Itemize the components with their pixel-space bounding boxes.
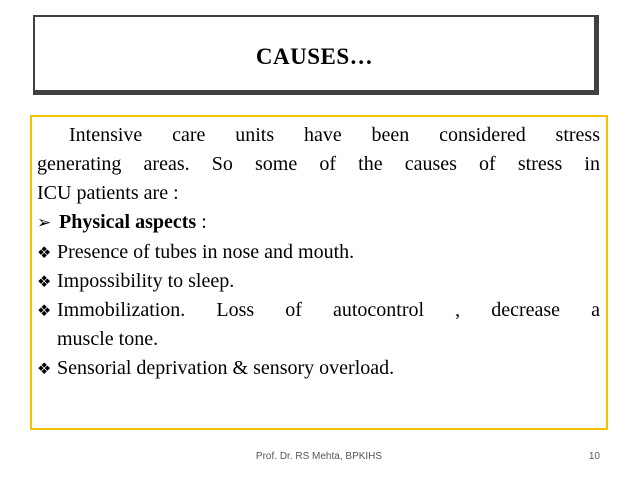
diamond-bullet-icon: ❖ <box>37 272 52 291</box>
diamond-bullet-icon: ❖ <box>37 359 52 378</box>
diamond-bullet-icon: ❖ <box>37 243 52 262</box>
list-item <box>37 296 600 325</box>
slide-title: CAUSES… <box>255 43 374 69</box>
list-item-text: Immobilization. Loss of autocontrol , decrease a <box>57 299 600 321</box>
intro-paragraph <box>37 121 600 208</box>
list-item-text: Sensorial deprivation & sensory overload. <box>57 357 395 379</box>
list-item-text: Impossibility to sleep. <box>57 270 235 292</box>
list-item <box>37 267 600 296</box>
page-number: 10 <box>588 451 600 462</box>
physical-aspects-heading <box>37 208 600 238</box>
list-item-continuation: muscle tone. <box>57 328 159 350</box>
heading-suffix: : <box>196 211 207 233</box>
content-box <box>30 115 608 430</box>
footer-author: Prof. Dr. RS Mehta, BPKIHS <box>255 451 383 462</box>
heading-label: Physical aspects <box>59 211 197 233</box>
list-item <box>37 354 600 383</box>
intro-line-3: ICU patients are : <box>37 182 179 204</box>
list-item-text: Presence of tubes in nose and mouth. <box>57 241 355 263</box>
title-box <box>33 15 599 95</box>
footer <box>0 449 638 467</box>
intro-line-2: generating areas. So some of the causes of stress in <box>37 153 600 175</box>
list-item <box>37 238 600 267</box>
intro-line-1: Intensive care units have been considered stress <box>69 124 600 146</box>
arrow-bullet-icon: ➢ <box>37 213 52 233</box>
diamond-bullet-icon: ❖ <box>37 301 52 320</box>
